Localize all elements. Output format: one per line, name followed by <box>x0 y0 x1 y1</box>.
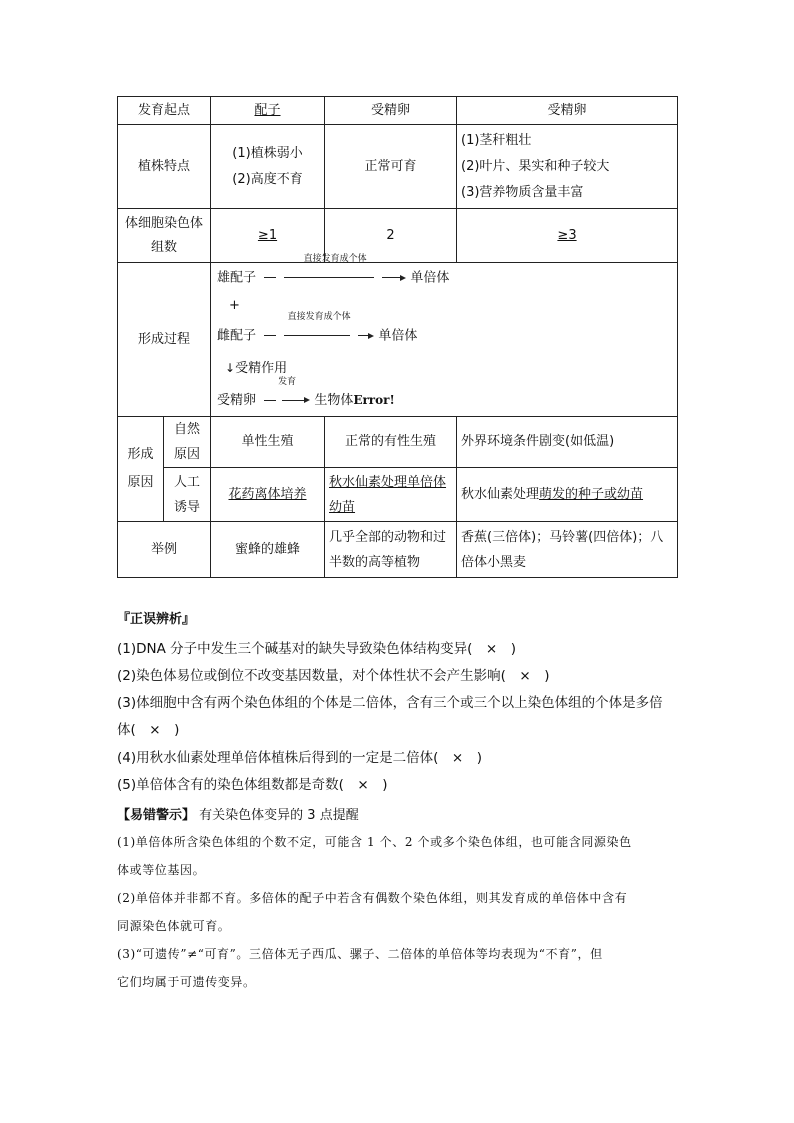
cell-cause-artificial-polyploid <box>457 468 678 522</box>
row-label-sets: 体细胞染色体组数 <box>118 209 211 263</box>
judge-item: 体( × ) <box>117 722 180 738</box>
judge-item: (5)单倍体含有的染色体组数都是奇数( × ) <box>117 777 388 793</box>
cell-traits-polyploid <box>457 125 678 209</box>
row-label-cause: 形成原因 <box>118 417 164 522</box>
arrow-label: 发育 <box>278 376 297 387</box>
cell-traits-diploid: 正常可育 <box>325 125 457 209</box>
cell-example-haploid: 蜜蜂的雄蜂 <box>211 522 325 578</box>
trait-line: (1)植株弱小 <box>232 145 303 161</box>
male-gamete: 雄配子 <box>217 270 257 286</box>
organism-label: 生物体 <box>314 393 354 408</box>
judge-item: (4)用秋水仙素处理单倍体植株后得到的一定是二倍体( × ) <box>117 750 482 766</box>
cell-cause-natural-haploid: 单性生殖 <box>211 417 325 468</box>
error-text: Error! <box>353 393 395 407</box>
cause-text-underlined: 萌发的种子或幼苗 <box>539 486 644 502</box>
arrow-label: 直接发育成个体 <box>303 254 367 264</box>
row-label-example: 举例 <box>118 522 211 578</box>
cell-example-polyploid: 香蕉(三倍体)；马铃薯(四倍体)；八倍体小黑麦 <box>457 522 678 578</box>
table-row <box>118 97 678 125</box>
female-gamete: 雌配子 <box>217 328 257 344</box>
cell-origin-diploid: 受精卵 <box>325 97 457 125</box>
cause-natural-label: 自然原因 <box>164 417 211 468</box>
row-label-origin: 发育起点 <box>118 97 211 125</box>
cell-example-diploid: 几乎全部的动物和过半数的高等植物 <box>325 522 457 578</box>
trait-line: (1)茎秆粗壮 <box>461 132 532 148</box>
table-row <box>118 263 678 417</box>
cell-sets-diploid: 2 <box>325 209 457 263</box>
cell-traits-haploid <box>211 125 325 209</box>
table-row <box>118 468 678 522</box>
cell-cause-natural-diploid: 正常的有性生殖 <box>325 417 457 468</box>
row-label-process: 形成过程 <box>118 263 211 417</box>
cell-origin-haploid: 配子 <box>254 102 281 118</box>
warning-line: 同源染色体就可育。 <box>117 919 231 933</box>
develop-arrow <box>264 376 310 414</box>
arrow-label: 直接发育成个体 <box>287 312 351 322</box>
cell-origin-polyploid: 受精卵 <box>457 97 678 125</box>
develop-arrow <box>264 254 406 291</box>
judge-item: (2)染色体易位或倒位不改变基因数量，对个体性状不会产生影响( × ) <box>117 668 550 684</box>
cell-sets-haploid: ≥1 <box>257 227 278 243</box>
judge-item: (1)DNA 分子中发生三个碱基对的缺失导致染色体结构变异( × ) <box>117 641 516 657</box>
warning-line: 体或等位基因。 <box>117 863 206 877</box>
cell-cause-natural-polyploid: 外界环境条件剧变(如低温) <box>457 417 678 468</box>
develop-arrow <box>264 312 374 349</box>
table-row <box>118 522 678 578</box>
table-row <box>118 417 678 468</box>
polyploid-comparison-table <box>117 96 678 578</box>
judge-section-title: 『正误辨析』 <box>117 612 196 627</box>
warning-line: 它们均属于可遗传变异。 <box>117 975 256 989</box>
trait-line: (3)营养物质含量丰富 <box>461 184 584 200</box>
fertilization-label: 受精作用 <box>235 361 288 376</box>
process-diagram <box>211 254 678 417</box>
cell-cause-artificial-diploid: 秋水仙素处理单倍体幼苗 <box>329 474 447 515</box>
table-row <box>118 125 678 209</box>
warning-tag: 【易错警示】 <box>117 808 196 823</box>
cell-sets-polyploid: ≥3 <box>557 227 577 243</box>
haploid-label: 单倍体 <box>378 328 418 344</box>
plus-sign: + <box>229 298 240 313</box>
warning-heading <box>117 804 359 823</box>
row-label-traits: 植株特点 <box>118 125 211 209</box>
cause-artificial-label: 人工诱导 <box>164 468 211 522</box>
warning-line: (1)单倍体所含染色体组的个数不定，可能含 1 个、2 个或多个染色体组，也可能含同源染色 <box>117 835 632 849</box>
cause-text: 秋水仙素处理 <box>461 486 540 502</box>
haploid-label: 单倍体 <box>410 270 450 286</box>
warning-line: (3)“可遗传”≠“可育”。三倍体无子西瓜、骡子、二倍体的单倍体等均表现为“不育”，但 <box>117 947 603 961</box>
trait-line: (2)高度不育 <box>232 171 303 187</box>
cell-cause-artificial-haploid: 花药离体培养 <box>228 486 307 502</box>
trait-line: (2)叶片、果实和种子较大 <box>461 158 610 174</box>
zygote-label: 受精卵 <box>217 393 257 408</box>
down-arrow-icon: ↓ <box>225 361 236 375</box>
judge-item: (3)体细胞中含有两个染色体组的个体是二倍体，含有三个或三个以上染色体组的个体是多倍 <box>117 695 663 711</box>
warning-line: (2)单倍体并非都不育。多倍体的配子中若含有偶数个染色体组，则其发育成的单倍体中含有 <box>117 891 628 905</box>
warning-title: 有关染色体变异的 3 点提醒 <box>199 808 359 823</box>
